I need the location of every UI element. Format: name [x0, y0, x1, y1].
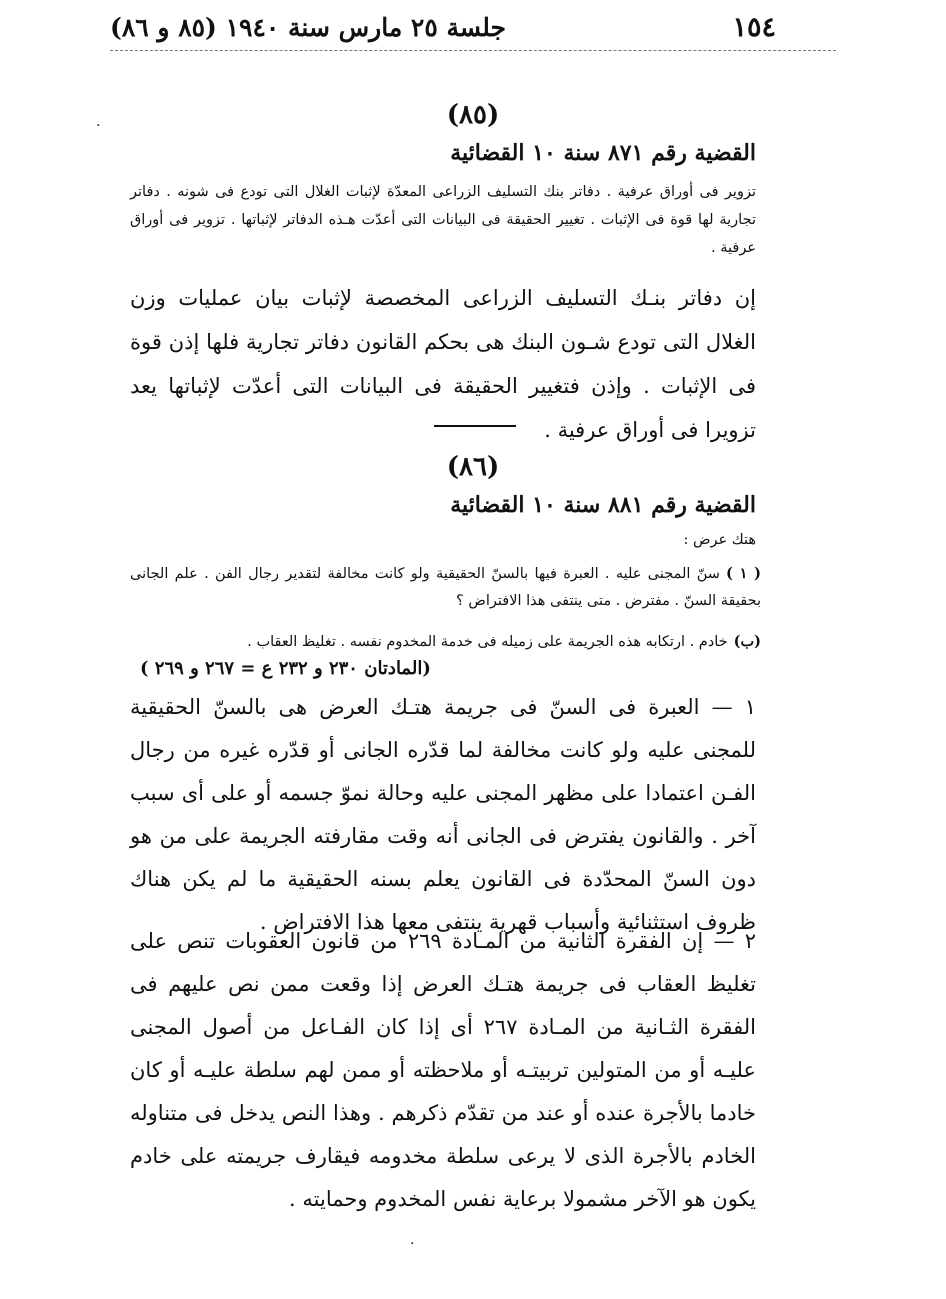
- case-86-number: (٨٦): [446, 452, 500, 482]
- page-header: [110, 12, 776, 43]
- item-2-text: خادم . ارتكابه هذه الجريمة على زميله فى خدمة المخدوم نفسه . تغليظ العقاب .: [247, 634, 728, 650]
- speck-mark: ·: [410, 1236, 415, 1252]
- case-86-paragraph-1: ١ — العبرة فى السنّ فى جريمة هتـك العرض هى بالسنّ الحقيقية للمجنى عليه ولو كانت مخالفة لما قدّره الجانى أو قدّره غيره من رجال الفـن اعتمادا على مظهر المجنى عليه وحالة نموّ جسمه أو على أى سبب آخر . والقانون يفترض فى الجانى أنه وقت مقارفته الجريمة على من هو دون السنّ المحدّدة فى القانون يعلم بسنه الحقيقية ما لم يكن هناك ظروف استثنائية وأسباب قهرية ينتفى معها هذا الافتراض .: [130, 695, 756, 934]
- item-2-marker: (ب): [733, 633, 761, 650]
- case-85-title: القضية رقم ٨٧١ سنة ١٠ القضائية: [450, 140, 756, 166]
- header-title: جلسة ٢٥ مارس سنة ١٩٤٠ (٨٥ و ٨٦): [110, 13, 506, 42]
- section-separator: [434, 425, 516, 427]
- case-85-number: (٨٥): [446, 100, 500, 130]
- speck-mark: ·: [96, 118, 101, 134]
- case-86-item-1: [130, 560, 761, 615]
- case-86-paragraph-2: ٢ — إن الفقرة الثانية من المـادة ٢٦٩ من قانون العقوبات تنص على تغليظ العقاب فى جريمة هتـك العرض إذا وقعت ممن نص عليهم فى الفقرة الثـانية من المـادة ٢٦٧ أى إذا كان الفـاعل من أصول المجنى عليـه أو من المتولين تربيتـه أو ملاحظته أو ممن لهم سلطة عليـه أو كان خادما بالأجرة عنده أو عند من تقدّم ذكرهم . وهذا النص يدخل فى متناوله الخادم بالأجرة الذى لا يرعى سلطة مخدومه فيقارف جريمته على خادم يكون هو الآخر مشمولا برعاية نفس المخدوم وحمايته .: [130, 929, 757, 1211]
- case-86-articles: (المادتان ٢٣٠ و ٢٣٢ ع = ٢٦٧ و ٢٦٩ ): [140, 658, 431, 679]
- case-86-item-2: [130, 628, 761, 656]
- page-number: ١٥٤: [732, 12, 776, 43]
- case-85-body: إن دفاتر بنـك التسليف الزراعى المخصصة لإثبات بيان عمليات وزن الغلال التى تودع شـون البنك هى بحكم القانون دفاتر تجارية فلها إذن قوة فى الإثبات . وإذن فتغيير الحقيقة فى البيانات التى أعدّت لإثباتها يعد تزويرا فى أوراق عرفية .: [130, 286, 756, 442]
- item-1-marker: ( ١ ): [725, 565, 761, 582]
- header-rule: [110, 50, 836, 51]
- item-1-text: سنّ المجنى عليه . العبرة فيها بالسنّ الحقيقية ولو كانت مخالفة لتقدير رجال الفن . علم الجانى بحقيقة السنّ . مفترض . متى ينتفى هذا الافتراض ؟: [130, 566, 761, 609]
- case-85-summary: تزوير فى أوراق عرفية . دفاتر بنك التسليف الزراعى المعدّة لإثبات الغلال التى تودع فى شونه . دفاتر تجارية لها قوة فى الإثبات . تغيير الحقيقة فى البيانات التى أعدّت هـذه الدفاتر لإثباتها . تزوير فى أوراق عرفية .: [130, 184, 756, 256]
- case-86-heading: هتك عرض :: [683, 532, 756, 548]
- case-86-title: القضية رقم ٨٨١ سنة ١٠ القضائية: [450, 492, 756, 518]
